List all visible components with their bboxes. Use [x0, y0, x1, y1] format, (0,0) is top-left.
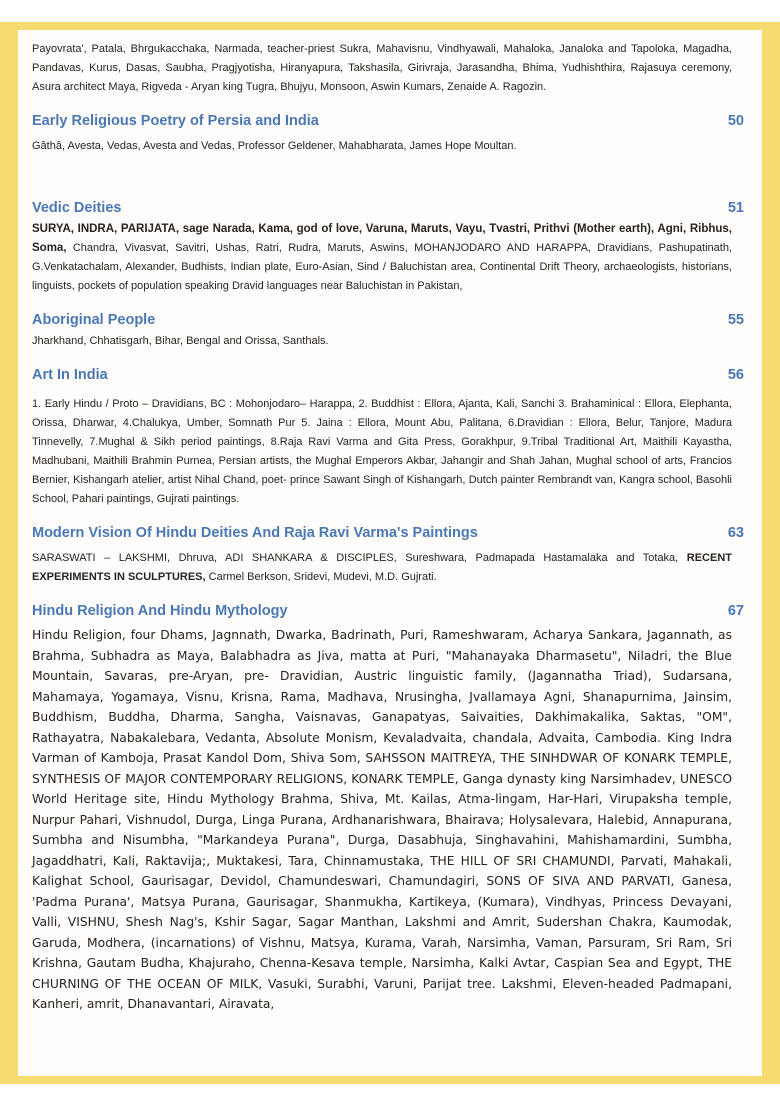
intro-text: Payovrata', Patala, Bhrgukacchaka, Narmada, teacher-priest Sukra, Mahavisnu, Vindhyawali, Mahaloka, Janaloka and Tapoloka, Magadha, Pandavas, Kurus, Dasas, Saubha, Pragjyotisha, Hiranyapura, Takshasila, Girivraja, Jarasandha, Bhima, Yudhishthira, Rajasuya ceremony, Asura architect Maya, Rigveda - Aryan king Tugra, Bhujyu, Monsoon, Aswin Kumars, Zenaide A. Ragozin.	[32, 43, 732, 93]
section-text: Hindu Religion, four Dhams, Jagnnath, Dwarka, Badrinath, Puri, Rameshwaram, Acharya Sankara, Jagannath, as Brahma, Subhadra as Maya, Balabhadra as Jiva, matta at Puri, "Mahanayaka Dharmasetu", Niladri, the Blue Mountain, Savaras, pre-Aryan, pre- Dravidian, Austric linguistic family, (Jagannatha Triad), Sudarsana, Mahamaya, Yogamaya, Visnu, Krisna, Rama, Madhava, Nrusingha, Jvallamaya Agni, Shanapurnima, Jainsim, Buddhism, Buddha, Dharma, Sangha, Vaisnavas, Ganapatyas, Saivaities, Dakhimakalika, Saktas, "OM", Rathayatra, Nabakalebara, Vedanta, Absolute Monism, Kevaladvaita, chandala, Advaita, Cambodia. King Indra Varman of Kamboja, Prasat Kandol Dom, Shiva Som, SAHSSON MAITREYA, THE SINHDWAR OF KONARK TEMPLE, SYNTHESIS OF MAJOR CONTEMPORARY RELIGIONS, KONARK TEMPLE, Ganga dynasty king Narsimhadev, UNESCO World Heritage site, Hindu Mythology Brahma, Shiva, Mt. Kailas, Atma-lingam, Har-Hari, Virupaksha temple, Nurpur Pahari, Vishnudol, Durga, Linga Purana, Ardhanarishwara, Bhairava; Holysalevara, Halebid, Annapurana, Sumbha and Nisumbha, "Markandeya Purana", Durga, Dasabhuja, Singhavahini, Mahishamardini, Sumbha, Jagaddhatri, Kali, Raktavija;, Muktakesi, Tara, Chinnamustaka, THE HILL OF SRI CHAMUNDI, Parvati, Mahakali, Kalighat School, Gaurisagar, Devidol, Chamundeswari, Chamundagiri, SONS OF SIVA AND PARVATI, Ganesa, 'Padma Purana', Matsya Purana, Gaurisagar, Shanmukha, Kartikeya, (Kumara), Vindhyas, Princess Devayani, Valli, VISHNU, Shesh Nag's, Kshir Sagar, Sagar Manthan, Lakshmi and Amrit, Sudershan Chakra, Kaumodak, Garuda, Modhera, (incarnations) of Vishnu, Matsya, Kurama, Varah, Narsimha, Vaman, Parsuram, Sri Ram, Sri Krishna, Gautam Budha, Khajuraho, Chenna-Kesava temple, Narsimha, Kalki Avtar, Caspian Sea and Egypt, THE CHURNING OF THE OCEAN OF MILK, Vasuki, Surabhi, Varuni, Parijat tree. Lakshmi, Eleven-headed Padmapani, Kanheri, amrit, Dhanavantari, Airavata,	[32, 628, 732, 1011]
section-title[interactable]: Early Religious Poetry of Persia and India	[32, 113, 319, 129]
page-number[interactable]: 50	[727, 113, 744, 129]
section-vedic-deities	[32, 196, 744, 296]
intro-paragraph	[32, 40, 732, 97]
page-number[interactable]: 55	[727, 312, 744, 328]
section-title[interactable]: Modern Vision Of Hindu Deities And Raja Ravi Varma's Paintings	[32, 525, 478, 541]
section-title[interactable]: Art In India	[32, 367, 108, 383]
section-hindu-religion	[32, 599, 744, 1015]
section-text-rest: Chandra, Vivasvat, Savitri, Ushas, Ratri, Rudra, Maruts, Aswins, MOHANJODARO AND HARAPPA, Dravidians, Pashupatinath, G.Venkatachalam, Alexander, Budhists, Indian plate, Euro-Asian, Sind / Baluchistan area, Continental Drift Theory, archaeologists, historians, linguists, pockets of population speaking Dravid languages near Baluchistan in Pakistan,	[32, 242, 732, 292]
section-text	[32, 549, 732, 587]
section-early-religious-poetry	[32, 109, 744, 156]
page-number[interactable]: 51	[727, 200, 744, 216]
section-title[interactable]: Aboriginal People	[32, 312, 156, 328]
section-text: Gâthâ, Avesta, Vedas, Avesta and Vedas, Professor Geldener, Mahabharata, James Hope Moultan.	[32, 140, 517, 152]
spacer	[32, 168, 732, 196]
bold-text: RECENT EXPERIMENTS IN SCULPTURES,	[32, 552, 732, 583]
section-art-in-india	[32, 363, 744, 509]
bold-text: SURYA, INDRA, PARIJATA, sage Narada, Kama, god of love, Varuna, Maruts, Vayu, Tvastri, Prithvi (Mother earth), Agni, Ribhus, Soma,	[32, 223, 732, 254]
document-page	[18, 30, 762, 1076]
contents-list	[32, 40, 744, 1027]
section-text-start: SARASWATI – LAKSHMI, Dhruva, ADI SHANKARA & DISCIPLES, Sureshwara, Padmapada Hastamalaka and Totaka,	[32, 552, 679, 564]
page-number[interactable]: 63	[727, 525, 744, 541]
section-text	[32, 220, 732, 296]
section-text-end: Carmel Berkson, Sridevi, Mudevi, M.D. Gujrati.	[205, 571, 437, 583]
section-title[interactable]: Hindu Religion And Hindu Mythology	[32, 603, 288, 619]
page-number[interactable]: 56	[727, 367, 744, 383]
section-title[interactable]: Vedic Deities	[32, 200, 122, 216]
section-aboriginal-people	[32, 308, 744, 351]
page-number[interactable]: 67	[727, 603, 744, 619]
section-text: 1. Early Hindu / Proto – Dravidians, BC : Mohonjodaro– Harappa, 2. Buddhist : Ellora, Ajanta, Kali, Sanchi 3. Brahaminical : Ellora, Elephanta, Orissa, Dharwar, 4.Chalukya, Umber, Somnath Pur 5. Jaina : Ellora, Mount Abu, Palitana, 6.Dravidian : Ellora, Belur, Tanjore, Madura Tinnevelly, 7.Mughal & Sikh period paintings, 8.Raja Ravi Varma and Gita Press, Gorakhpur, 9.Tribal Traditional Art, Maithili Kayastha, Madhubani, Maithili Brahmin Purnea, Persian artists, the Mughal Emperors Akbar, Jahangir and Shah Jahan, Mughal school of arts, Francios Bernier, Kishangarh atelier, artist Nihal Chand, poet- prince Sawant Singh of Kishangarh, Dutch painter Rembrandt van, Kangra school, Basohli School, Pahari paintings, Gujrati paintings.	[32, 398, 732, 505]
section-modern-vision	[32, 521, 744, 587]
page-border	[0, 22, 780, 1084]
section-text: Jharkhand, Chhatisgarh, Bihar, Bengal and Orissa, Santhals.	[32, 335, 329, 347]
